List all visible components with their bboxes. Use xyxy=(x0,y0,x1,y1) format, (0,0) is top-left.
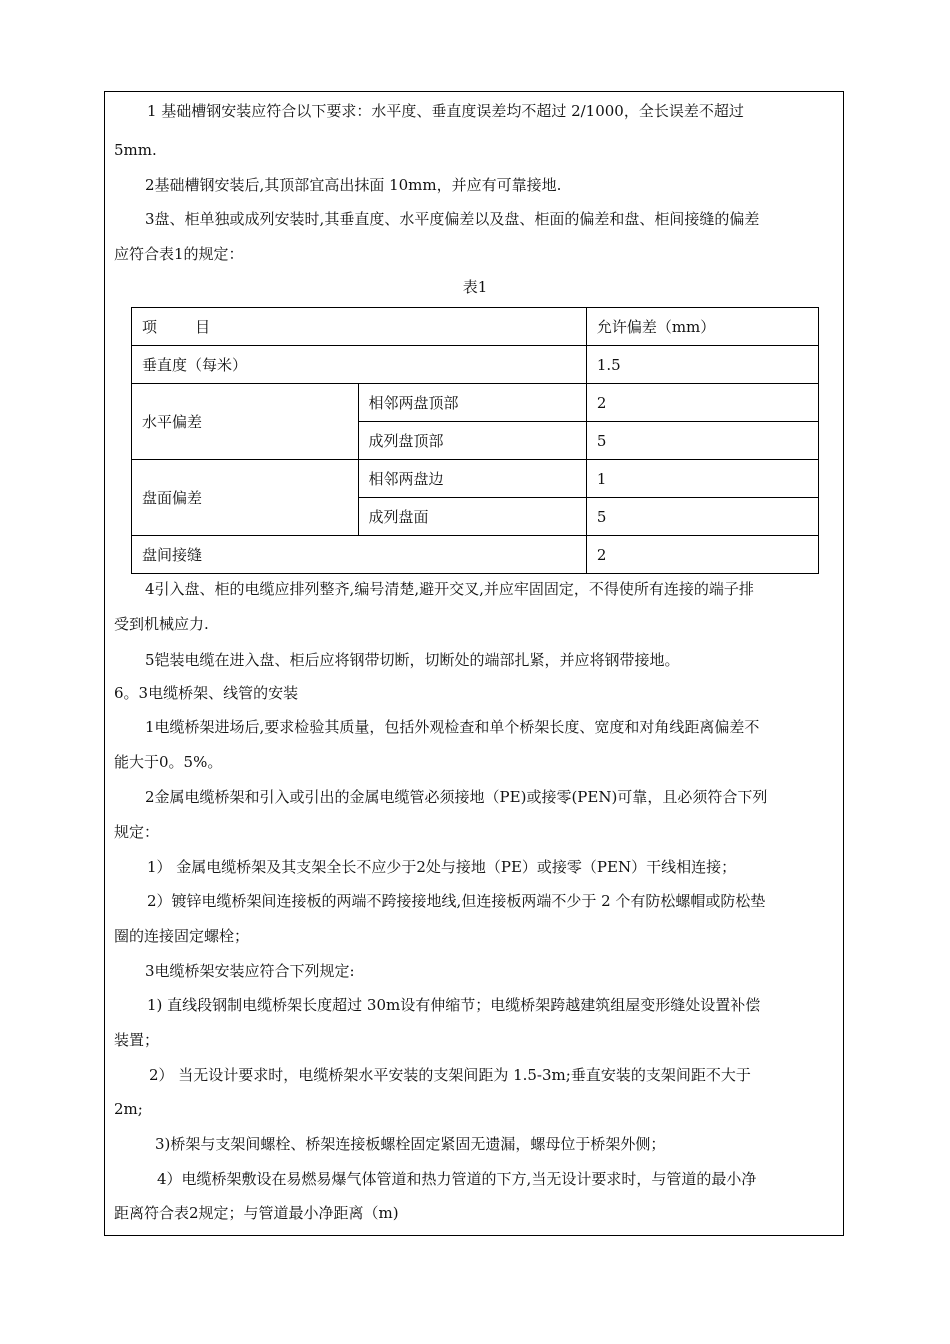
surface-sub: 成列盘面 xyxy=(358,498,586,536)
paragraph-line: 1) 直线段钢制电缆桥架长度超过 30m设有伸缩节；电缆桥架跨越建筑组屋变形缝处设置补偿 xyxy=(147,996,761,1014)
paragraph-line: 受到机械应力. xyxy=(114,615,209,633)
table-row xyxy=(132,384,819,422)
tolerance-table xyxy=(131,307,819,574)
paragraph-line: 应符合表1的规定： xyxy=(114,245,244,263)
surface-value: 5 xyxy=(586,498,818,536)
joint-value: 2 xyxy=(586,536,818,574)
paragraph-line: 装置； xyxy=(114,1031,160,1049)
paragraph-line: 3)桥架与支架间螺栓、桥架连接板螺栓固定紧固无遗漏，螺母位于桥架外侧； xyxy=(155,1135,666,1153)
paragraph-line: 1电缆桥架进场后,要求检验其质量，包括外观检查和单个桥架长度、宽度和对角线距离偏差不 xyxy=(145,718,760,736)
paragraph-line: 2m; xyxy=(114,1100,143,1118)
paragraph-line: 1） 金属电缆桥架及其支架全长不应少于2处与接地（PE）或接零（PEN）干线相连接； xyxy=(147,858,737,876)
horizontal-value: 5 xyxy=(586,422,818,460)
table-caption: 表1 xyxy=(462,278,488,296)
paragraph-line: 5铠装电缆在进入盘、柜后应将钢带切断，切断处的端部扎紧，并应将钢带接地。 xyxy=(145,651,680,669)
section-heading: 6。3电缆桥架、线管的安装 xyxy=(114,684,299,702)
vertical-value: 1.5 xyxy=(586,346,818,384)
horizontal-sub: 成列盘顶部 xyxy=(358,422,586,460)
paragraph-line: 4）电缆桥架敷设在易燃易爆气体管道和热力管道的下方,当无设计要求时，与管道的最小净 xyxy=(157,1170,757,1188)
table-header-row xyxy=(132,308,819,346)
paragraph-line: 3盘、柜单独或成列安装时,其垂直度、水平度偏差以及盘、柜面的偏差和盘、柜间接缝的偏差 xyxy=(145,210,760,228)
joint-label: 盘间接缝 xyxy=(132,536,587,574)
horizontal-value: 2 xyxy=(586,384,818,422)
paragraph-line: 规定： xyxy=(114,823,160,841)
table-row xyxy=(132,346,819,384)
horizontal-sub: 相邻两盘顶部 xyxy=(358,384,586,422)
vertical-label: 垂直度（每米） xyxy=(132,346,587,384)
paragraph-line: 能大于0。5%。 xyxy=(114,753,223,771)
paragraph-line: 3电缆桥架安装应符合下列规定: xyxy=(145,962,355,980)
header-tolerance: 允许偏差（mm） xyxy=(586,308,818,346)
paragraph-line: 1 基础槽钢安装应符合以下要求：水平度、垂直度误差均不超过 2/1000，全长误差不超过 xyxy=(147,102,744,120)
paragraph-line: 2） 当无设计要求时，电缆桥架水平安装的支架间距为 1.5-3m;垂直安装的支架间距不大于 xyxy=(149,1066,751,1084)
paragraph-line: 4引入盘、柜的电缆应排列整齐,编号清楚,避开交叉,并应牢固固定，不得使所有连接的端子排 xyxy=(145,580,754,598)
surface-value: 1 xyxy=(586,460,818,498)
table-row xyxy=(132,536,819,574)
surface-sub: 相邻两盘边 xyxy=(358,460,586,498)
surface-label: 盘面偏差 xyxy=(132,460,359,536)
paragraph-line: 圈的连接固定螺栓； xyxy=(114,927,250,945)
horizontal-label: 水平偏差 xyxy=(132,384,359,460)
table-row xyxy=(132,460,819,498)
paragraph-line: 2基础槽钢安装后,其顶部宜高出抹面 10mm，并应有可靠接地. xyxy=(145,176,562,194)
paragraph-line: 2）镀锌电缆桥架间连接板的两端不跨接接地线,但连接板两端不少于 2 个有防松螺帽或防松垫 xyxy=(147,892,766,910)
paragraph-line: 2金属电缆桥架和引入或引出的金属电缆管必须接地（PE)或接零(PEN)可靠，且必须符合下列 xyxy=(145,788,768,806)
header-item: 项 目 xyxy=(132,308,587,346)
paragraph-line: 5mm. xyxy=(114,141,157,159)
paragraph-line: 距离符合表2规定；与管道最小净距离（m) xyxy=(114,1204,399,1222)
